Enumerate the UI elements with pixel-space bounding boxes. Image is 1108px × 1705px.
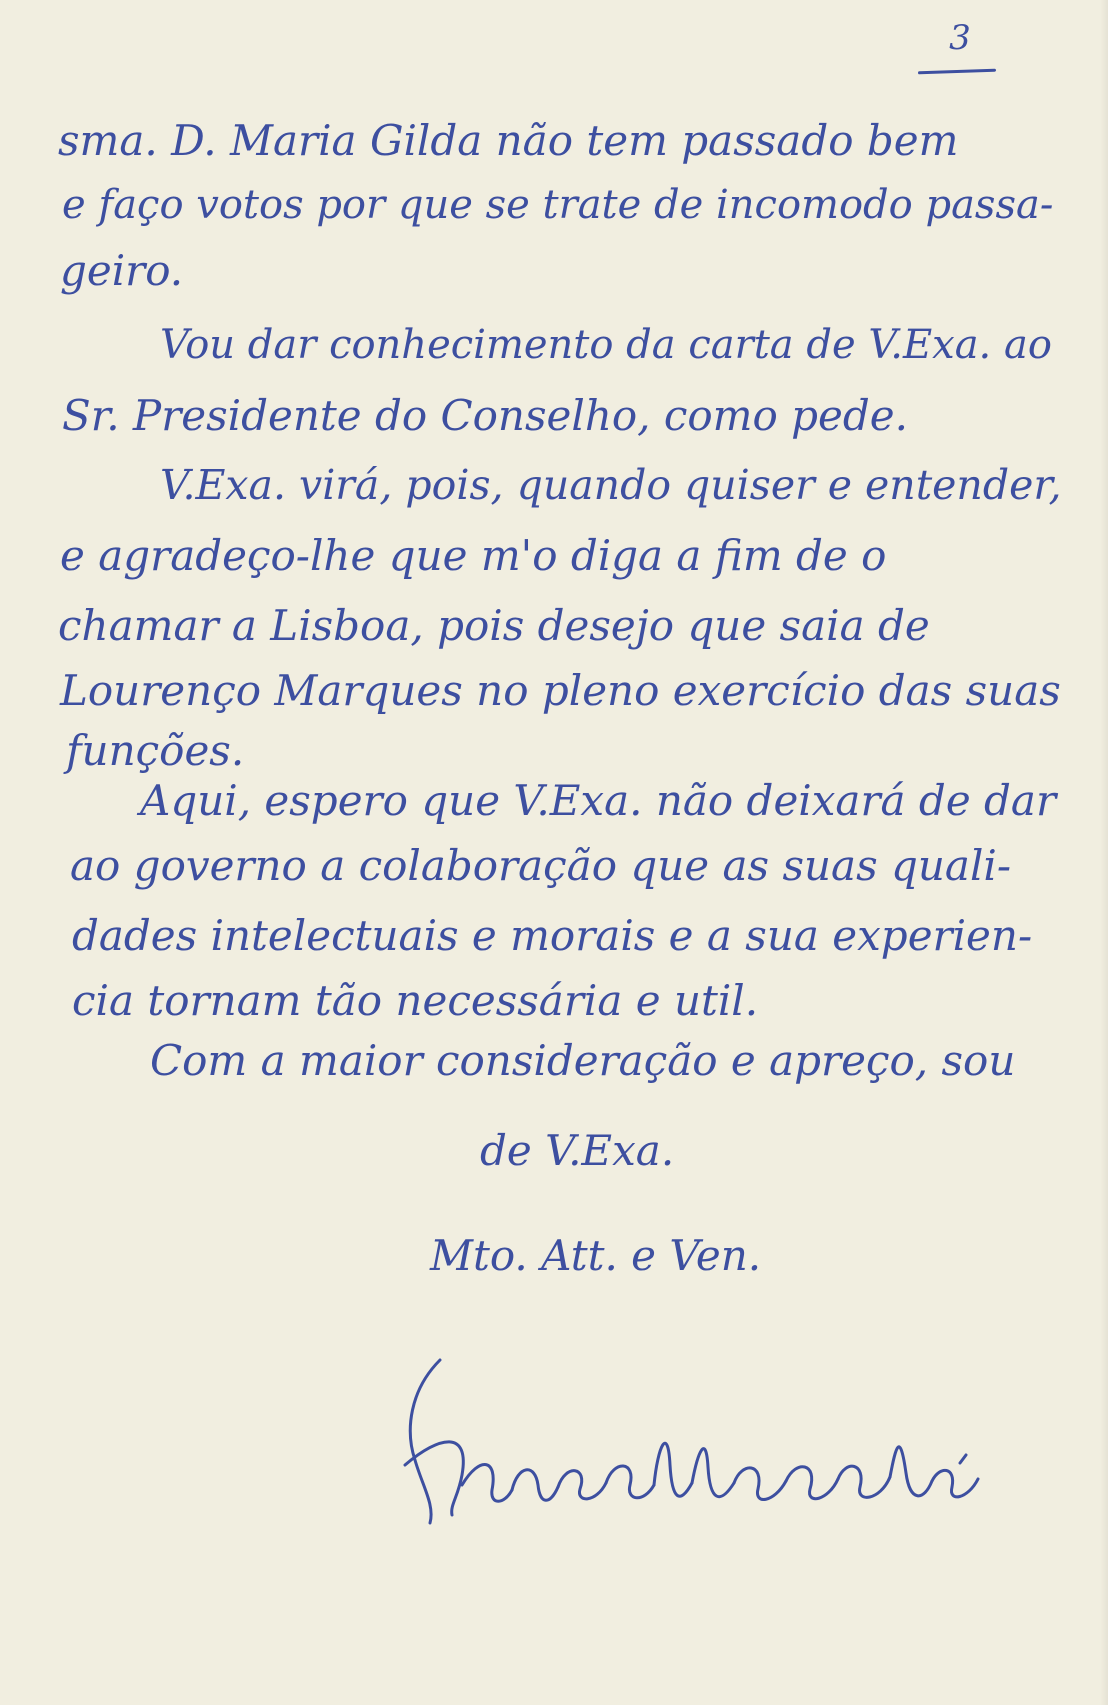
letter-line: ao governo a colaboração que as suas quali- <box>70 841 1012 890</box>
letter-line: dades intelectuais e morais e a sua experien- <box>72 911 1033 960</box>
page-number-underline <box>918 69 996 75</box>
letter-line: V.Exa. virá, pois, quando quiser e entender, <box>160 461 1062 509</box>
letter-line: funções. <box>66 726 245 775</box>
letter-line: Com a maior consideração e apreço, sou <box>150 1036 1016 1085</box>
letter-line: e faço votos por que se trate de incomodo passa- <box>62 182 1054 228</box>
handwritten-signature <box>400 1355 990 1535</box>
letter-line: e agradeço-lhe que m'o diga a fim de o <box>60 531 887 580</box>
letter-line: chamar a Lisboa, pois desejo que saia de <box>58 601 930 650</box>
letter-line: Vou dar conhecimento da carta de V.Exa. ao <box>160 322 1052 368</box>
letter-line: sma. D. Maria Gilda não tem passado bem <box>58 116 959 165</box>
closing-line-2: Mto. Att. e Ven. <box>430 1231 762 1280</box>
letter-line: Lourenço Marques no pleno exercício das suas <box>60 666 1061 715</box>
closing-line-1: de V.Exa. <box>480 1126 675 1175</box>
letter-line: cia tornam tão necessária e util. <box>72 976 759 1025</box>
letter-line: Sr. Presidente do Conselho, como pede. <box>62 391 908 440</box>
letter-line: geiro. <box>60 246 184 295</box>
letter-line: Aqui, espero que V.Exa. não deixará de dar <box>140 776 1057 825</box>
page-number: 3 <box>949 18 971 58</box>
